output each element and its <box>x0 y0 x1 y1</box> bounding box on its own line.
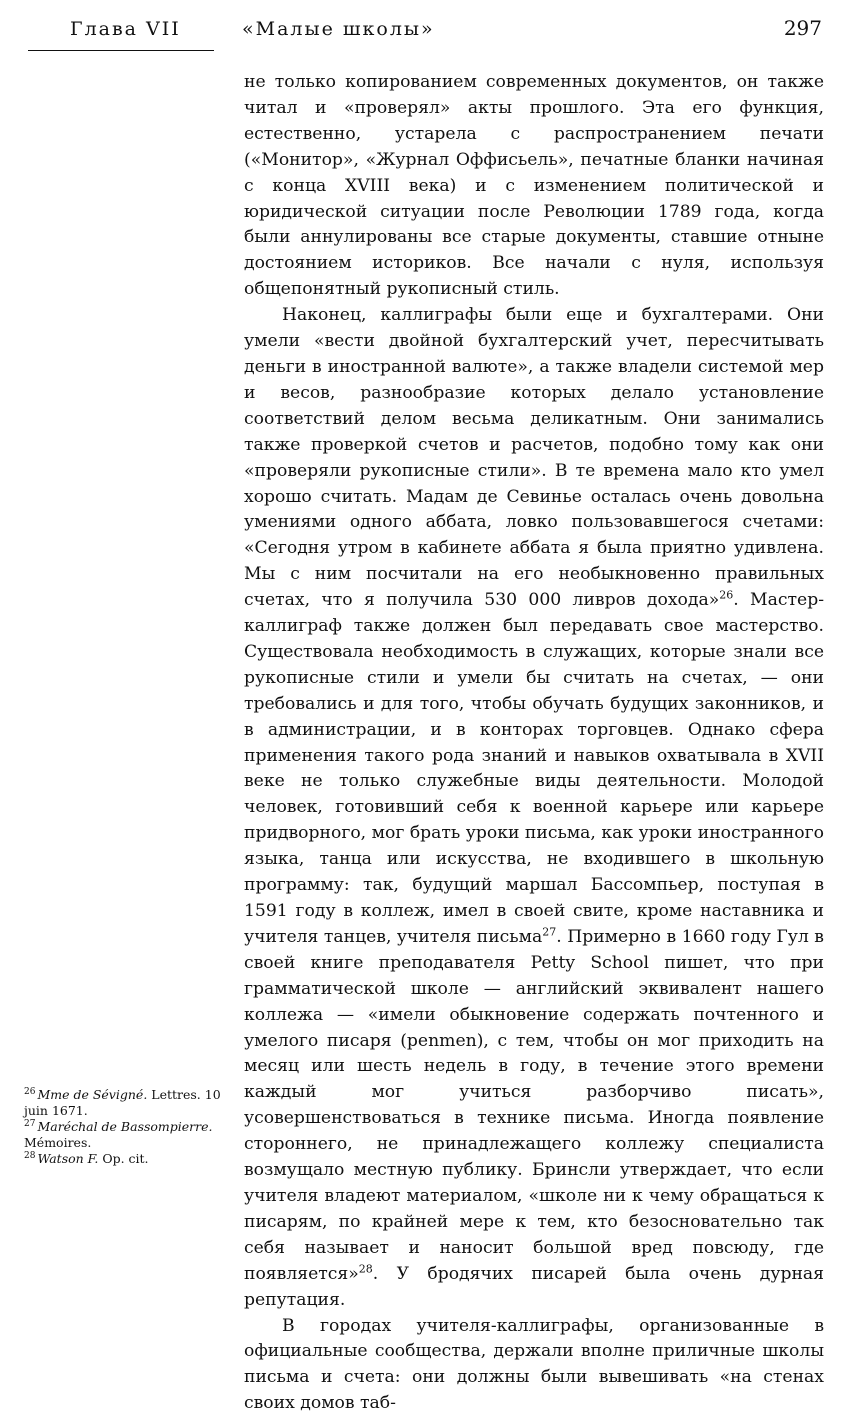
paragraph-2 <box>244 303 824 1313</box>
header-rule <box>28 50 214 51</box>
footnote-text: Lettres. 10 juin 1671. <box>24 1087 221 1118</box>
footnote-number: 27 <box>24 1119 35 1129</box>
footnote-text: Mémoires. <box>24 1135 91 1150</box>
page-header <box>0 0 854 70</box>
paragraph-2-part-d: . У бродячих писарей была очень дурная репутация. <box>244 1264 824 1310</box>
footnote-author: Mme de Sévigné. <box>37 1087 147 1102</box>
page-number: 297 <box>784 16 822 40</box>
running-title: «Малые школы» <box>242 18 435 40</box>
footnote-ref-27: 27 <box>542 925 556 938</box>
margin-footnotes <box>24 1087 234 1167</box>
footnote-text: Op. cit. <box>98 1151 148 1166</box>
footnote-author: Maréchal de Bassompierre. <box>37 1119 212 1134</box>
footnote-number: 28 <box>24 1151 35 1161</box>
paragraph-3: В городах учителя-каллиграфы, организованные в официальные сообщества, держали вполне приличные школы письма и счета: они должны были вывешивать «на стенах своих домов таб- <box>244 1314 824 1417</box>
footnote-number: 26 <box>24 1087 35 1097</box>
chapter-label: Глава VII <box>70 18 181 40</box>
footnote-28 <box>24 1151 234 1167</box>
main-text <box>244 70 824 1417</box>
paragraph-2-part-a: Наконец, каллиграфы были еще и бухгалтерами. Они умели «вести двойной бухгалтерский учет, пересчитывать деньги в иностранной валюте», а также владели системой мер и весов, разнообразие которых делало установление соответствий делом весьма деликатным. Они занимались также проверкой счетов и расчетов, подобно тому как они «проверяли рукописные стили». В те времена мало кто умел хорошо считать. Мадам де Севинье осталась очень довольна умениями одного аббата, ловко пользовавшегося счетами: «Сегодня утром в кабинете аббата я была приятно удивлена. Мы с ним посчитали на его необыкновенно правильных счетах, что я получила 530 000 ливров дохода» <box>244 305 824 610</box>
footnote-ref-28: 28 <box>359 1262 373 1275</box>
footnote-26 <box>24 1087 234 1119</box>
paragraph-2-part-b: . Мастер-каллиграф также должен был передавать свое мастерство. Существовала необходимость в служащих, которые знали все рукописные стили и умели бы считать на счетах, — они требовались и для того, чтобы обучать будущих законников, и в администрации, и в конторах торговцев. Однако сфера применения такого рода знаний и навыков охватывала в XVII веке не только служебные виды деятельности. Молодой человек, готовивший себя к военной карьере или карьере придворного, мог брать уроки письма, как уроки иностранного языка, танца или искусства, не входившего в школьную программу: так, будущий маршал Бассомпьер, поступая в 1591 году в коллеж, имел в своей свите, кроме наставника и учителя танцев, учителя письма <box>244 590 824 947</box>
paragraph-1: не только копированием современных документов, он также читал и «проверял» акты прошлого. Эта его функция, естественно, устарела с распространением печати («Монитор», «Журнал Оффисьель», печатные бланки начиная с конца XVIII века) и с изменением политической и юридической ситуации после Революции 1789 года, когда были аннулированы все старые документы, ставшие отныне достоянием историков. Все начали с нуля, используя общепонятный рукописный стиль. <box>244 70 824 303</box>
footnote-27 <box>24 1119 234 1151</box>
paragraph-2-part-c: . Примерно в 1660 году Гул в своей книге преподавателя Petty School пишет, что при грамматической школе — английский эквивалент нашего коллежа — «имели обыкновение содержать почтенного и умелого писаря (penmen), с тем, чтобы он мог приходить на месяц или шесть недель в году, в течение этого времени каждый мог учиться разборчиво писать», усовершенствоваться в технике письма. Иногда появление стороннего, не принадлежащего коллежу специалиста возмущало местную публику. Бринсли утверждает, что если учителя владеют материалом, «школе ни к чему обращаться к писарям, по крайней мере к тем, кто безосновательно так себя называет и наносит большой вред повсюду, где появляется» <box>244 927 824 1284</box>
footnote-ref-26: 26 <box>719 588 733 601</box>
footnote-author: Watson F. <box>37 1151 98 1166</box>
